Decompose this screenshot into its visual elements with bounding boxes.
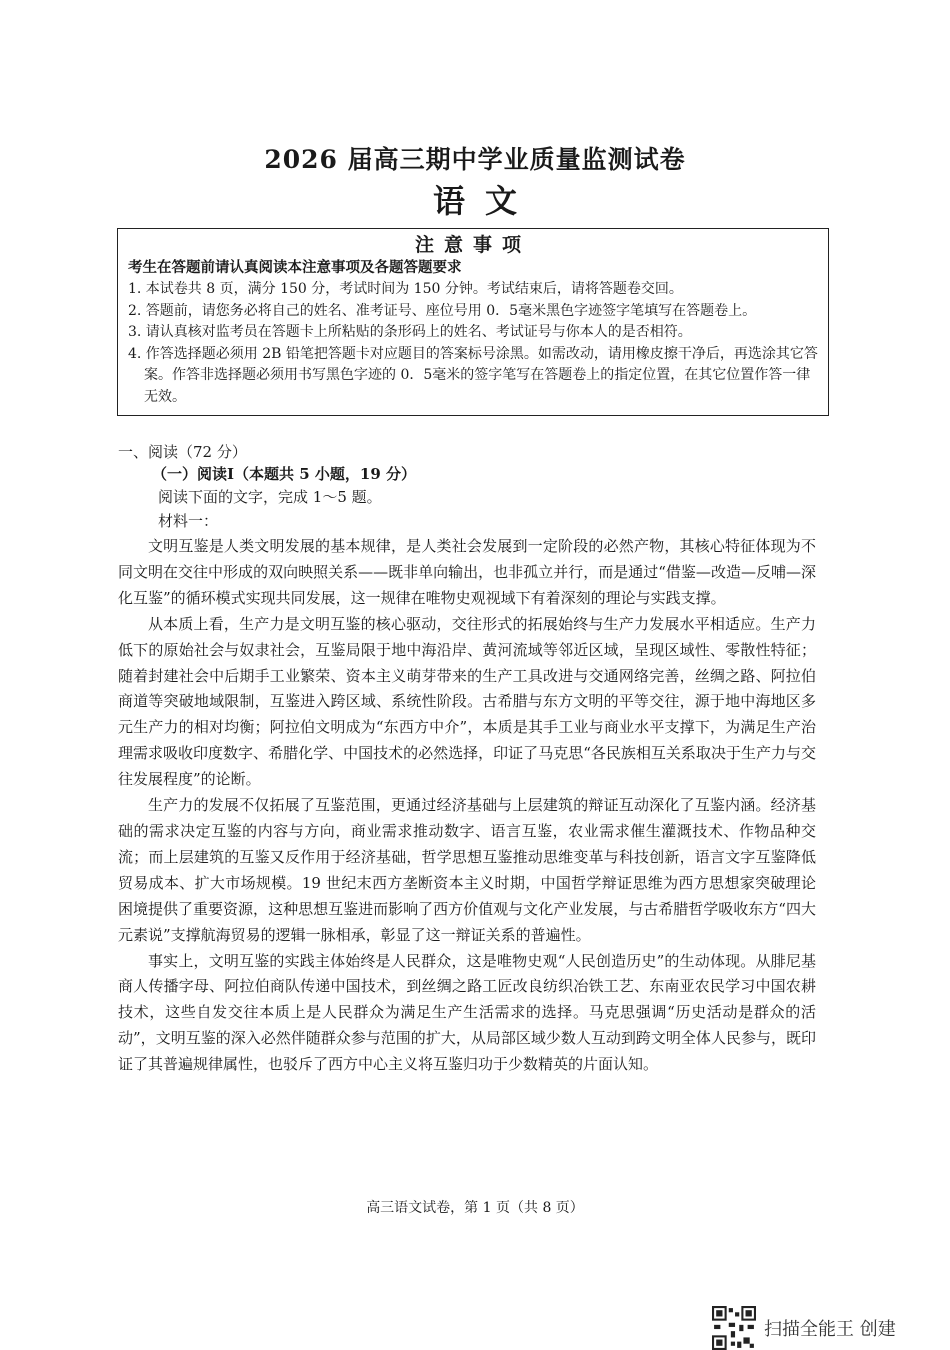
notice-item: 2. 答题前，请您务必将自己的姓名、准考证号、座位号用 0．5毫米黑色字迹签字笔填写在答题卷上。 (128, 302, 757, 319)
scanner-watermark (712, 1310, 896, 1346)
notice-item: 1. 本试卷共 8 页，满分 150 分，考试时间为 150 分钟。考试结束后，请将答题卷交回。 (128, 281, 683, 297)
notice-lead: 考生在答题前请认真阅读本注意事项及各题答题要求 (128, 259, 462, 276)
subject-title: 语文 (432, 182, 537, 220)
notice-item: 4. 作答选择题必须用 2B 铅笔把答题卡对应题目的答案标号涂黑。如需改动，请用橡皮擦干净后，再选涂其它答案。作答非选择题必须用书写黑色字迹的 0．5毫米的签字笔写在答题卷上的指定位置，在其它位置作答一律无效。 (128, 345, 818, 405)
paragraph: 事实上，文明互鉴的实践主体始终是人民群众，这是唯物史观“人民创造历史”的生动体现。从腓尼基商人传播字母、阿拉伯商队传递中国技术，到丝绸之路工匠改良纺织冶铁工艺、东南亚农民学习中国农耕技术，这些自发交往本质上是人民群众为满足生产生活需求的选择。马克思强调“历史活动是群众的活动”，文明互鉴的深入必然伴随群众参与范围的扩大，从局部区域少数人互动到跨文明全体人民参与，既印证了其普遍规律属性，也驳斥了西方中心主义将互鉴归功于少数精英的片面认知。 (118, 951, 816, 1074)
watermark-text: 扫描全能王 创建 (764, 1319, 896, 1340)
exam-title: 2026 届高三期中学业质量监测试卷 (264, 145, 686, 174)
paragraph: 从本质上看，生产力是文明互鉴的核心驱动，交往形式的拓展始终与生产力发展水平相适应。生产力低下的原始社会与奴隶社会，互鉴局限于地中海沿岸、黄河流域等邻近区域，呈现区域性、零散性特征；随着封建社会中后期手工业繁荣、资本主义萌芽带来的生产工具改进与交通网络完善，丝绸之路、阿拉伯商道等突破地域限制，互鉴进入跨区域、系统性阶段。古希腊与东方文明的平等交往，源于地中海地区多元生产力的相对均衡；阿拉伯文明成为“东西方中介”，本质是其手工业与商业水平支撑下，为满足生产治理需求吸收印度数字、希腊化学、中国技术的必然选择，印证了马克思“各民族相互关系取决于生产力与交往发展程度”的论断。 (118, 614, 816, 789)
notice-box (117, 228, 829, 416)
qr-code-icon (712, 1306, 756, 1350)
instruction-text: 阅读下面的文字，完成 1～5 题。 (158, 488, 382, 506)
notice-title: 注意事项 (414, 234, 531, 256)
notice-item: 3. 请认真核对监考员在答题卡上所粘贴的条形码上的姓名、考试证号与你本人的是否相符。 (128, 324, 692, 340)
material-label: 材料一： (158, 512, 219, 530)
subsection-heading: （一）阅读Ⅰ（本题共 5 小题，19 分） (152, 465, 416, 483)
paragraph: 生产力的发展不仅拓展了互鉴范围，更通过经济基础与上层建筑的辩证互动深化了互鉴内涵。经济基础的需求决定互鉴的内容与方向，商业需求推动数字、语言互鉴，农业需求催生灌溉技术、作物品种交流；而上层建筑的互鉴又反作用于经济基础，哲学思想互鉴推动思维变革与科技创新，语言文字互鉴降低贸易成本、扩大市场规模。19 世纪末西方垄断资本主义时期，中国哲学辩证思维为西方思想家突破理论困境提供了重要资源，这种思想互鉴进而影响了西方价值观与文化产业发展，与古希腊哲学吸收东方“四大元素说”支撑航海贸易的逻辑一脉相承，彰显了这一辩证关系的普遍性。 (118, 796, 816, 944)
page-footer: 高三语文试卷，第 1 页（共 8 页） (366, 1200, 584, 1216)
section-heading: 一、阅读（72 分） (118, 443, 247, 461)
reading-passage (118, 534, 816, 1078)
paragraph: 文明互鉴是人类文明发展的基本规律，是人类社会发展到一定阶段的必然产物，其核心特征体现为不同文明在交往中形成的双向映照关系——既非单向输出，也非孤立并行，而是通过“借鉴—改造—反哺—深化互鉴”的循环模式实现共同发展，这一规律在唯物史观视域下有着深刻的理论与实践支撑。 (118, 537, 816, 607)
